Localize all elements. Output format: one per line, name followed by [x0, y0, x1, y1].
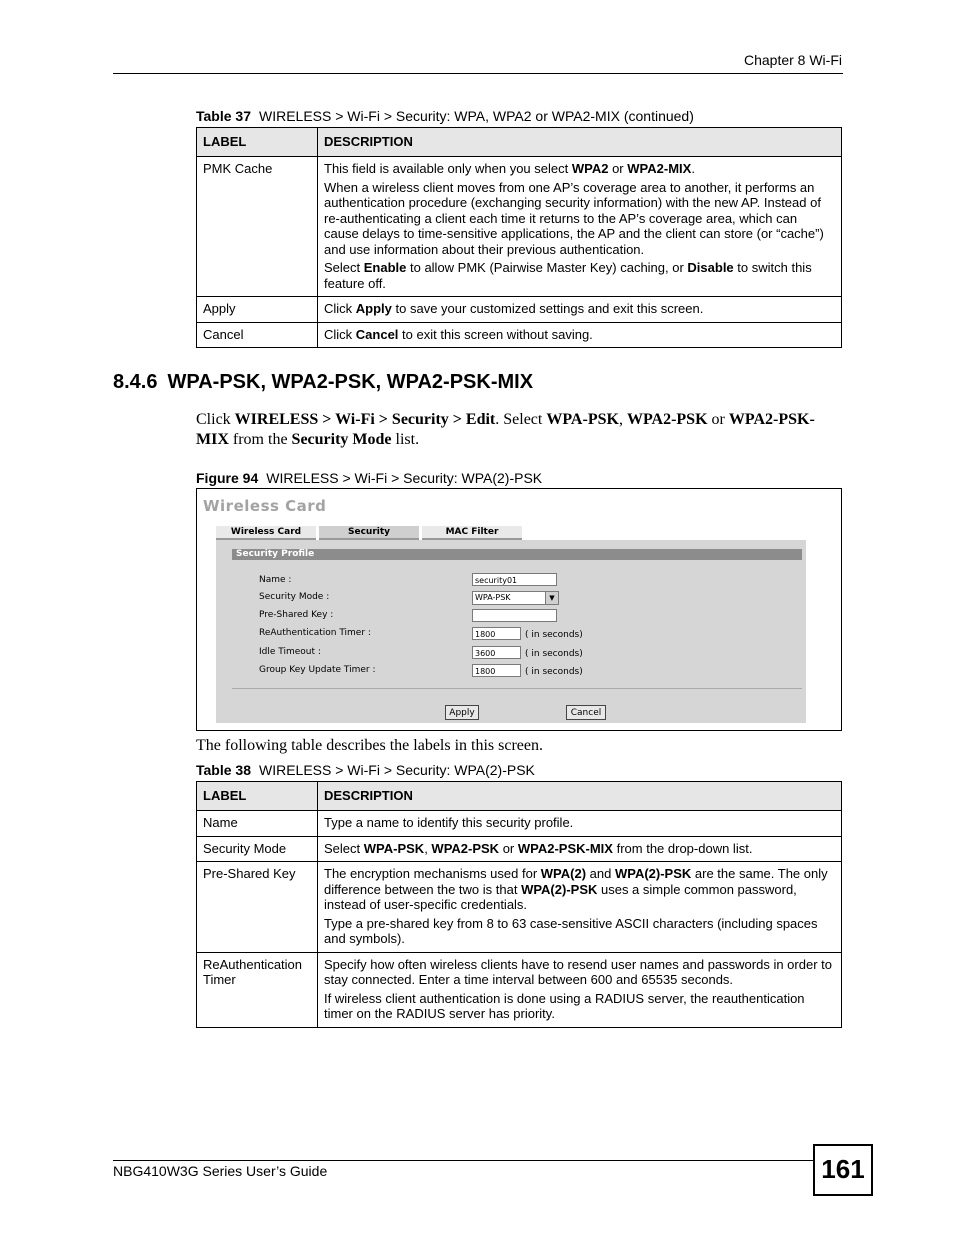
table-row	[197, 297, 842, 323]
table-row	[197, 836, 842, 862]
table37-caption-num: Table 37	[196, 108, 251, 124]
table-row	[197, 811, 842, 837]
chevron-down-icon: ▼	[545, 592, 558, 604]
row-description: Select WPA-PSK, WPA2-PSK or WPA2-PSK-MIX from the drop-down list.	[318, 836, 842, 862]
table37-caption-text: WIRELESS > Wi-Fi > Security: WPA, WPA2 or WPA2-MIX (continued)	[259, 108, 694, 124]
apply-button[interactable]: Apply	[445, 705, 479, 720]
security-mode-select[interactable]	[472, 591, 559, 605]
pre-shared-key-input[interactable]	[472, 609, 557, 622]
row-label: Cancel	[197, 322, 318, 348]
table38-caption-text: WIRELESS > Wi-Fi > Security: WPA(2)-PSK	[259, 762, 535, 778]
screen-title: Wireless Card	[203, 497, 327, 515]
table37-caption	[196, 108, 694, 124]
chapter-header: Chapter 8 Wi-Fi	[743, 52, 842, 68]
col-description-header: DESCRIPTION	[318, 782, 842, 811]
table-row	[197, 157, 842, 297]
group-key-timer-input[interactable]: 1800	[472, 664, 521, 677]
pre-shared-key-label: Pre-Shared Key :	[259, 610, 334, 620]
security-mode-label: Security Mode :	[259, 592, 330, 602]
table-row	[197, 952, 842, 1027]
figure94-caption-num: Figure 94	[196, 470, 259, 486]
table-row	[197, 862, 842, 953]
col-label-header: LABEL	[197, 782, 318, 811]
reauth-timer-input[interactable]: 1800	[472, 627, 521, 640]
table-header-row	[197, 782, 842, 811]
row-label: ReAuthentication Timer	[197, 952, 318, 1027]
section-number: 8.4.6	[113, 371, 158, 393]
idle-unit: ( in seconds)	[525, 649, 583, 659]
tab-wireless-card[interactable]: Wireless Card	[216, 526, 316, 540]
figure94-caption	[196, 470, 542, 486]
col-description-header: DESCRIPTION	[318, 128, 842, 157]
table38	[196, 781, 842, 1028]
panel-divider	[232, 688, 802, 689]
security-panel	[216, 540, 806, 723]
idle-timeout-input[interactable]: 3600	[472, 646, 521, 659]
figure94-caption-text: WIRELESS > Wi-Fi > Security: WPA(2)-PSK	[266, 470, 543, 486]
section-heading	[113, 371, 533, 394]
table37	[196, 127, 842, 348]
row-description: Specify how often wireless clients have to resend user names and passwords in order to stay connected. Enter a time interval between 600 and 65535 seconds. If wireless client authentication is done using a RADIUS server, the reauthentication timer on the RADIUS server has priority.	[318, 952, 842, 1027]
wireless-card-screen	[200, 492, 836, 726]
header-rule	[113, 73, 843, 74]
tab-bar	[216, 526, 806, 539]
row-description: This field is available only when you select WPA2 or WPA2-MIX. When a wireless client moves from one AP’s coverage area to another, it performs an authentication procedure (exchanging security information) with the new AP. Instead of re-authenticating a client each time it returns to the AP’s coverage area, which can cause delays to time-sensitive applications, the AP and the client can store (or “cache”) and use information about their previous authentication. Select Enable to allow PMK (Pairwise Master Key) caching, or Disable to switch this feature off.	[318, 157, 842, 297]
reauth-timer-label: ReAuthentication Timer :	[259, 628, 371, 638]
footer-rule	[113, 1160, 813, 1161]
group-key-timer-label: Group Key Update Timer :	[259, 665, 376, 675]
reauth-unit: ( in seconds)	[525, 630, 583, 640]
section-title: WPA-PSK, WPA2-PSK, WPA2-PSK-MIX	[167, 371, 534, 393]
following-text: The following table describes the labels in this screen.	[196, 737, 544, 754]
table-row	[197, 322, 842, 348]
row-label: Name	[197, 811, 318, 837]
tab-security[interactable]: Security	[319, 526, 419, 540]
row-label: Pre-Shared Key	[197, 862, 318, 953]
section-intro: Click WIRELESS > Wi-Fi > Security > Edit. Select WPA-PSK, WPA2-PSK or WPA2-PSK-MIX from the Security Mode list.	[196, 411, 815, 448]
group-key-unit: ( in seconds)	[525, 667, 583, 677]
page-number: 161	[813, 1144, 873, 1196]
row-description: Click Apply to save your customized settings and exit this screen.	[318, 297, 842, 323]
row-label: Apply	[197, 297, 318, 323]
table-header-row	[197, 128, 842, 157]
idle-timeout-label: Idle Timeout :	[259, 647, 321, 657]
row-description: Type a name to identify this security profile.	[318, 811, 842, 837]
security-profile-bar: Security Profile	[232, 549, 802, 560]
col-label-header: LABEL	[197, 128, 318, 157]
cancel-button[interactable]: Cancel	[566, 705, 606, 720]
row-label: Security Mode	[197, 836, 318, 862]
security-mode-value: WPA-PSK	[475, 593, 511, 602]
name-label: Name :	[259, 575, 292, 585]
guide-title: NBG410W3G Series User’s Guide	[113, 1163, 328, 1179]
row-description: The encryption mechanisms used for WPA(2) and WPA(2)-PSK are the same. The only difference between the two is that WPA(2)-PSK uses a simple common password, instead of user-specific credentials. Type a pre-shared key from 8 to 63 case-sensitive ASCII characters (including spaces and symbols).	[318, 862, 842, 953]
table38-caption	[196, 762, 535, 778]
row-label: PMK Cache	[197, 157, 318, 297]
tab-mac-filter[interactable]: MAC Filter	[422, 526, 522, 540]
table38-caption-num: Table 38	[196, 762, 251, 778]
row-description: Click Cancel to exit this screen without saving.	[318, 322, 842, 348]
name-input[interactable]: security01	[472, 573, 557, 586]
